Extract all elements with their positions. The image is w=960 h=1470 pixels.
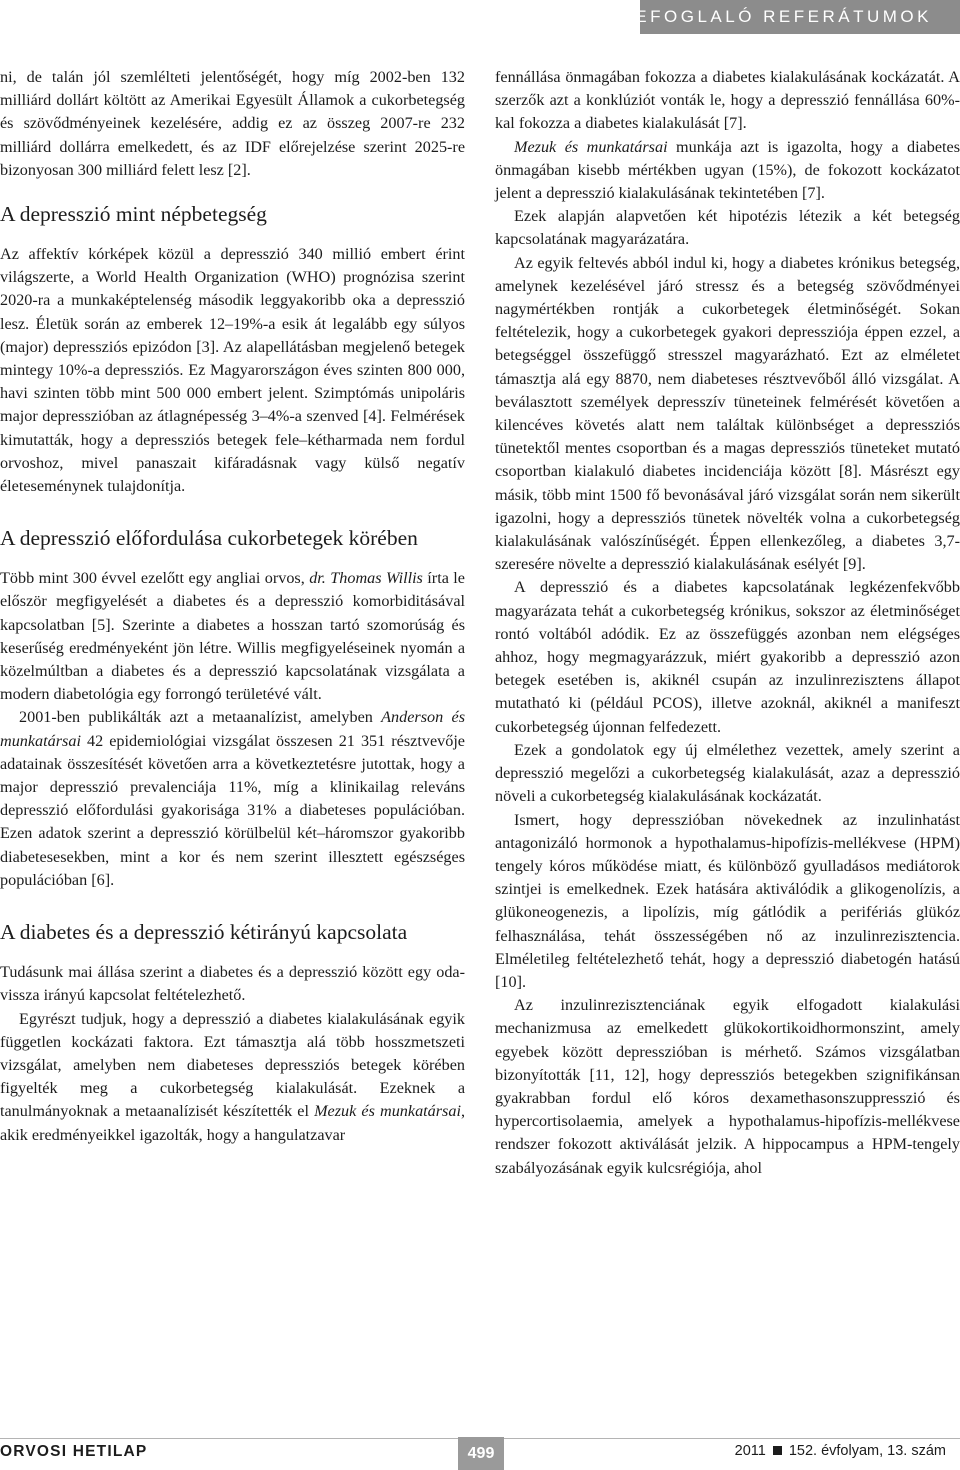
section-heading: A depresszió mint népbetegség <box>0 202 267 227</box>
text-run: 42 epidemiológiai vizsgálat összesen 21 351 résztvevője adatainak összesítését követően arra a következtetésre jutottak, hogy a major depresszió prevalenciája 11%, míg a klinikailag releváns depresszió előfordulási gyakorisága 31% a diabeteses populációban. Ezen adatok szerint a depresszió körülbelül két–háromszor gyakoribb diabetesesekben, mint a kor és nem szerint illesztett egészséges populációban [6]. <box>0 731 465 889</box>
issue-info <box>735 1443 946 1459</box>
section-heading: A diabetes és a depresszió kétirányú kapcsolata <box>0 920 408 945</box>
paragraph: Az inzulinrezisztenciának egyik elfogadott kialakulási mechanizmusa az emelkedett glükokortikoidhormonszint, amely egyebek között depresszióban is mérhető. Számos vizsgálatban bizonyították [11, 12], hogy depressziós betegekben szignifikánsan gyakrabban fordul elő kóros dexamethasonszuppresszió és hypercortisolaemia, amelyek a hypothalamus-hipofízis-mellékvese rendszer fokozott aktiválását jelzik. A hippocampus a HPM-tengely szabályozásának egyik kulcsrégiója, ahol <box>495 996 960 1177</box>
section-header-band <box>575 0 960 34</box>
text-run: 2001-ben publikálták azt a metaanalízist, amelyben <box>19 708 382 727</box>
paragraph <box>0 1008 465 1147</box>
volume-issue: 152. évfolyam, 13. szám <box>788 1443 946 1459</box>
text-run: Egyrészt tudjuk, hogy a depresszió a diabetes kialakulásának egyik független kockázati faktora. Ezt támasztja alá több hosszmetszeti vizsgálat, amelyben nem diabeteses depressziós betegek körében figyelték meg a cukorbetegség kialakulását. Ezeknek a tanulmányoknak a metaanalízisét készítették el <box>0 1009 465 1121</box>
paragraph: fennállása önmagában fokozza a diabetes kialakulásának kockázatát. A szerzők azt a konklúziót vonták le, hogy a depresszió fennállása 60%-kal fokozza a diabetes kialakulását [7]. <box>495 68 960 133</box>
text-run: írta le először megfigyelését a diabetes és a depresszió komorbiditásával kapcsolatban [5]. Szerinte a diabetes a hosszan tartó szomorúság és keserűség eredményeként jön létre. Willis megfigyeléseinek nyomán a közelmúltban a diabetes és a depresszió kapcsolatának vizsgálata a modern diabetológia egy forrongó területévé vált. <box>0 569 465 704</box>
text-run: , akik eredményeikkel igazolták, hogy a hangulatzavar <box>0 1102 465 1144</box>
paragraph: Az egyik feltevés abból indul ki, hogy a diabetes krónikus betegség, amelynek kezelésével járó stressz és a betegség szövődményei nagymértékben rontják a cukorbetegek életminőségét. Sokan feltételezik, hogy a cukorbetegek gyakori depressziója éppen ezzel, a betegséggel összefüggő stresszel magyarázható. Ezt az elméletet támasztja alá egy 8870, nem diabeteses résztvevőből álló vizsgálat. A beválasztott személyek depresszív tüneteinek felmérését követően a kilencéves követés alatt nem találtak különbséget a depressziós tünetektől mentes csoportban és a magas depressziós tüneteket mutató csoportban kialakuló diabetes incidenciája között [8]. Másrészt egy másik, több mint 1500 fő bevonásával járó vizsgálat során nem sikerült igazolni, hogy a depressziós tünetek növelték volna a cukorbetegség kialakulásának valószínűségét. Éppen ellenkezőleg, a diabetes 3,7-szeresére növelte a depresszió kialakulásának esélyét [9]. <box>495 253 960 574</box>
paragraph: A depresszió és a diabetes kapcsolatának legkézenfekvőbb magyarázata tehát a cukorbetegség krónikus, sokszor az életminőséget rontó voltából adódik. Ez az összefüggés azonban nem elégséges ahhoz, hogy megmagyarázzuk, miért gyakoribb a depresszió azon betegek esetében is, akiknél csupán az inzulinrezisztens állapot mutatható ki (például PCOS), illetve azoknál, akiknél a manifeszt cukorbetegség újonnan felfedezett. <box>495 578 960 736</box>
paragraph: Az affektív kórképek közül a depresszió 340 millió embert érint világszerte, a World Health Organization (WHO) prognózisa szerint 2020-ra a munkaképtelenség második leggyakoribb oka a depresszió lesz. Életük során az emberek 12–19%-a esik át legalább egy súlyos (major) depressziós epizódon [3]. Az alapellátásban megjelenő betegek mintegy 10%-a depressziós. Ez Magyarországon éves szinten 800 000, havi szinten több mint 500 000 embert jelent. Szimptómás unipoláris major depresszióban az átlagnépesség 3–4%-a szenved [4]. Felmérések kimutatták, hogy a depressziós betegek fele–kétharmada nem fordul orvoshoz, mivel panaszait kifáradásnak vagy külső negatív életeseménynek tulajdonítja. <box>0 245 465 496</box>
year: 2011 <box>734 1443 766 1459</box>
right-column <box>495 66 960 1180</box>
author-name: Mezuk és munkatársai <box>314 1102 461 1121</box>
author-name: dr. Thomas Willis <box>309 569 423 588</box>
text-run: Több mint 300 évvel ezelőtt egy angliai orvos, <box>0 569 310 588</box>
page-number: 499 <box>458 1437 504 1470</box>
section-heading: A depresszió előfordulása cukorbetegek körében <box>0 526 418 551</box>
section-title: ÖSSZEFOGLALÓ REFERÁTUMOK <box>575 7 932 26</box>
journal-name: ORVOSI HETILAP <box>0 1443 148 1460</box>
paragraph: Ismert, hogy depresszióban növekednek az inzulinhatást antagonizáló hormonok a hypothalamus-hipofízis-mellékvese (HPM) tengely kóros működése miatt, és különböző gyulladásos mediátorok szintjei is emelkednek. Ezek hatására aktiválódik a glikogenolízis, a glükoneogenezis, a lipolízis, míg gátlódik a perifériás glükóz felhasználása, tehát összességében nő az inzulinrezisztencia. Elméletileg feltételezhető tehát, hogy a depresszió diabetogén hatású [10]. <box>495 810 960 991</box>
author-name: Anderson és munkatársai <box>0 708 465 750</box>
paragraph: Ezek alapján alapvetően két hipotézis létezik a két betegség kapcsolatának magyarázatára. <box>495 207 960 249</box>
paragraph: ni, de talán jól szemlélteti jelentőségét, hogy míg 2002-ben 132 milliárd dollárt költött az Amerikai Egyesült Államok a cukorbetegség és szövődményeinek kezelésére, addig ez az összeg 2007-re 232 milliárd dollárra emelkedett, és az IDF előrejelzése szerint 2025-re bizonyosan 300 milliárd felett lesz [2]. <box>0 68 465 179</box>
author-name: Mezuk és munkatársai <box>514 137 668 156</box>
text-run: munkája azt is igazolta, hogy a diabetes önmagában kisebb mértékben ugyan (15%), de fokozott kockázatot jelent a depresszió kialakulásának tekintetében [7]. <box>495 137 960 203</box>
paragraph <box>0 706 465 892</box>
paragraph: Ezek a gondolatok egy új elmélethez vezettek, amely szerint a depresszió megelőzi a cukorbetegség kialakulását, azaz a depresszió növeli a cukorbetegség kialakulásának kockázatát. <box>495 740 960 806</box>
paragraph <box>0 567 465 706</box>
paragraph <box>495 136 960 206</box>
left-column <box>0 66 465 1147</box>
square-bullet-icon <box>773 1446 782 1455</box>
paragraph: Tudásunk mai állása szerint a diabetes és a depresszió között egy oda-vissza irányú kapcsolat feltételezhető. <box>0 963 465 1005</box>
